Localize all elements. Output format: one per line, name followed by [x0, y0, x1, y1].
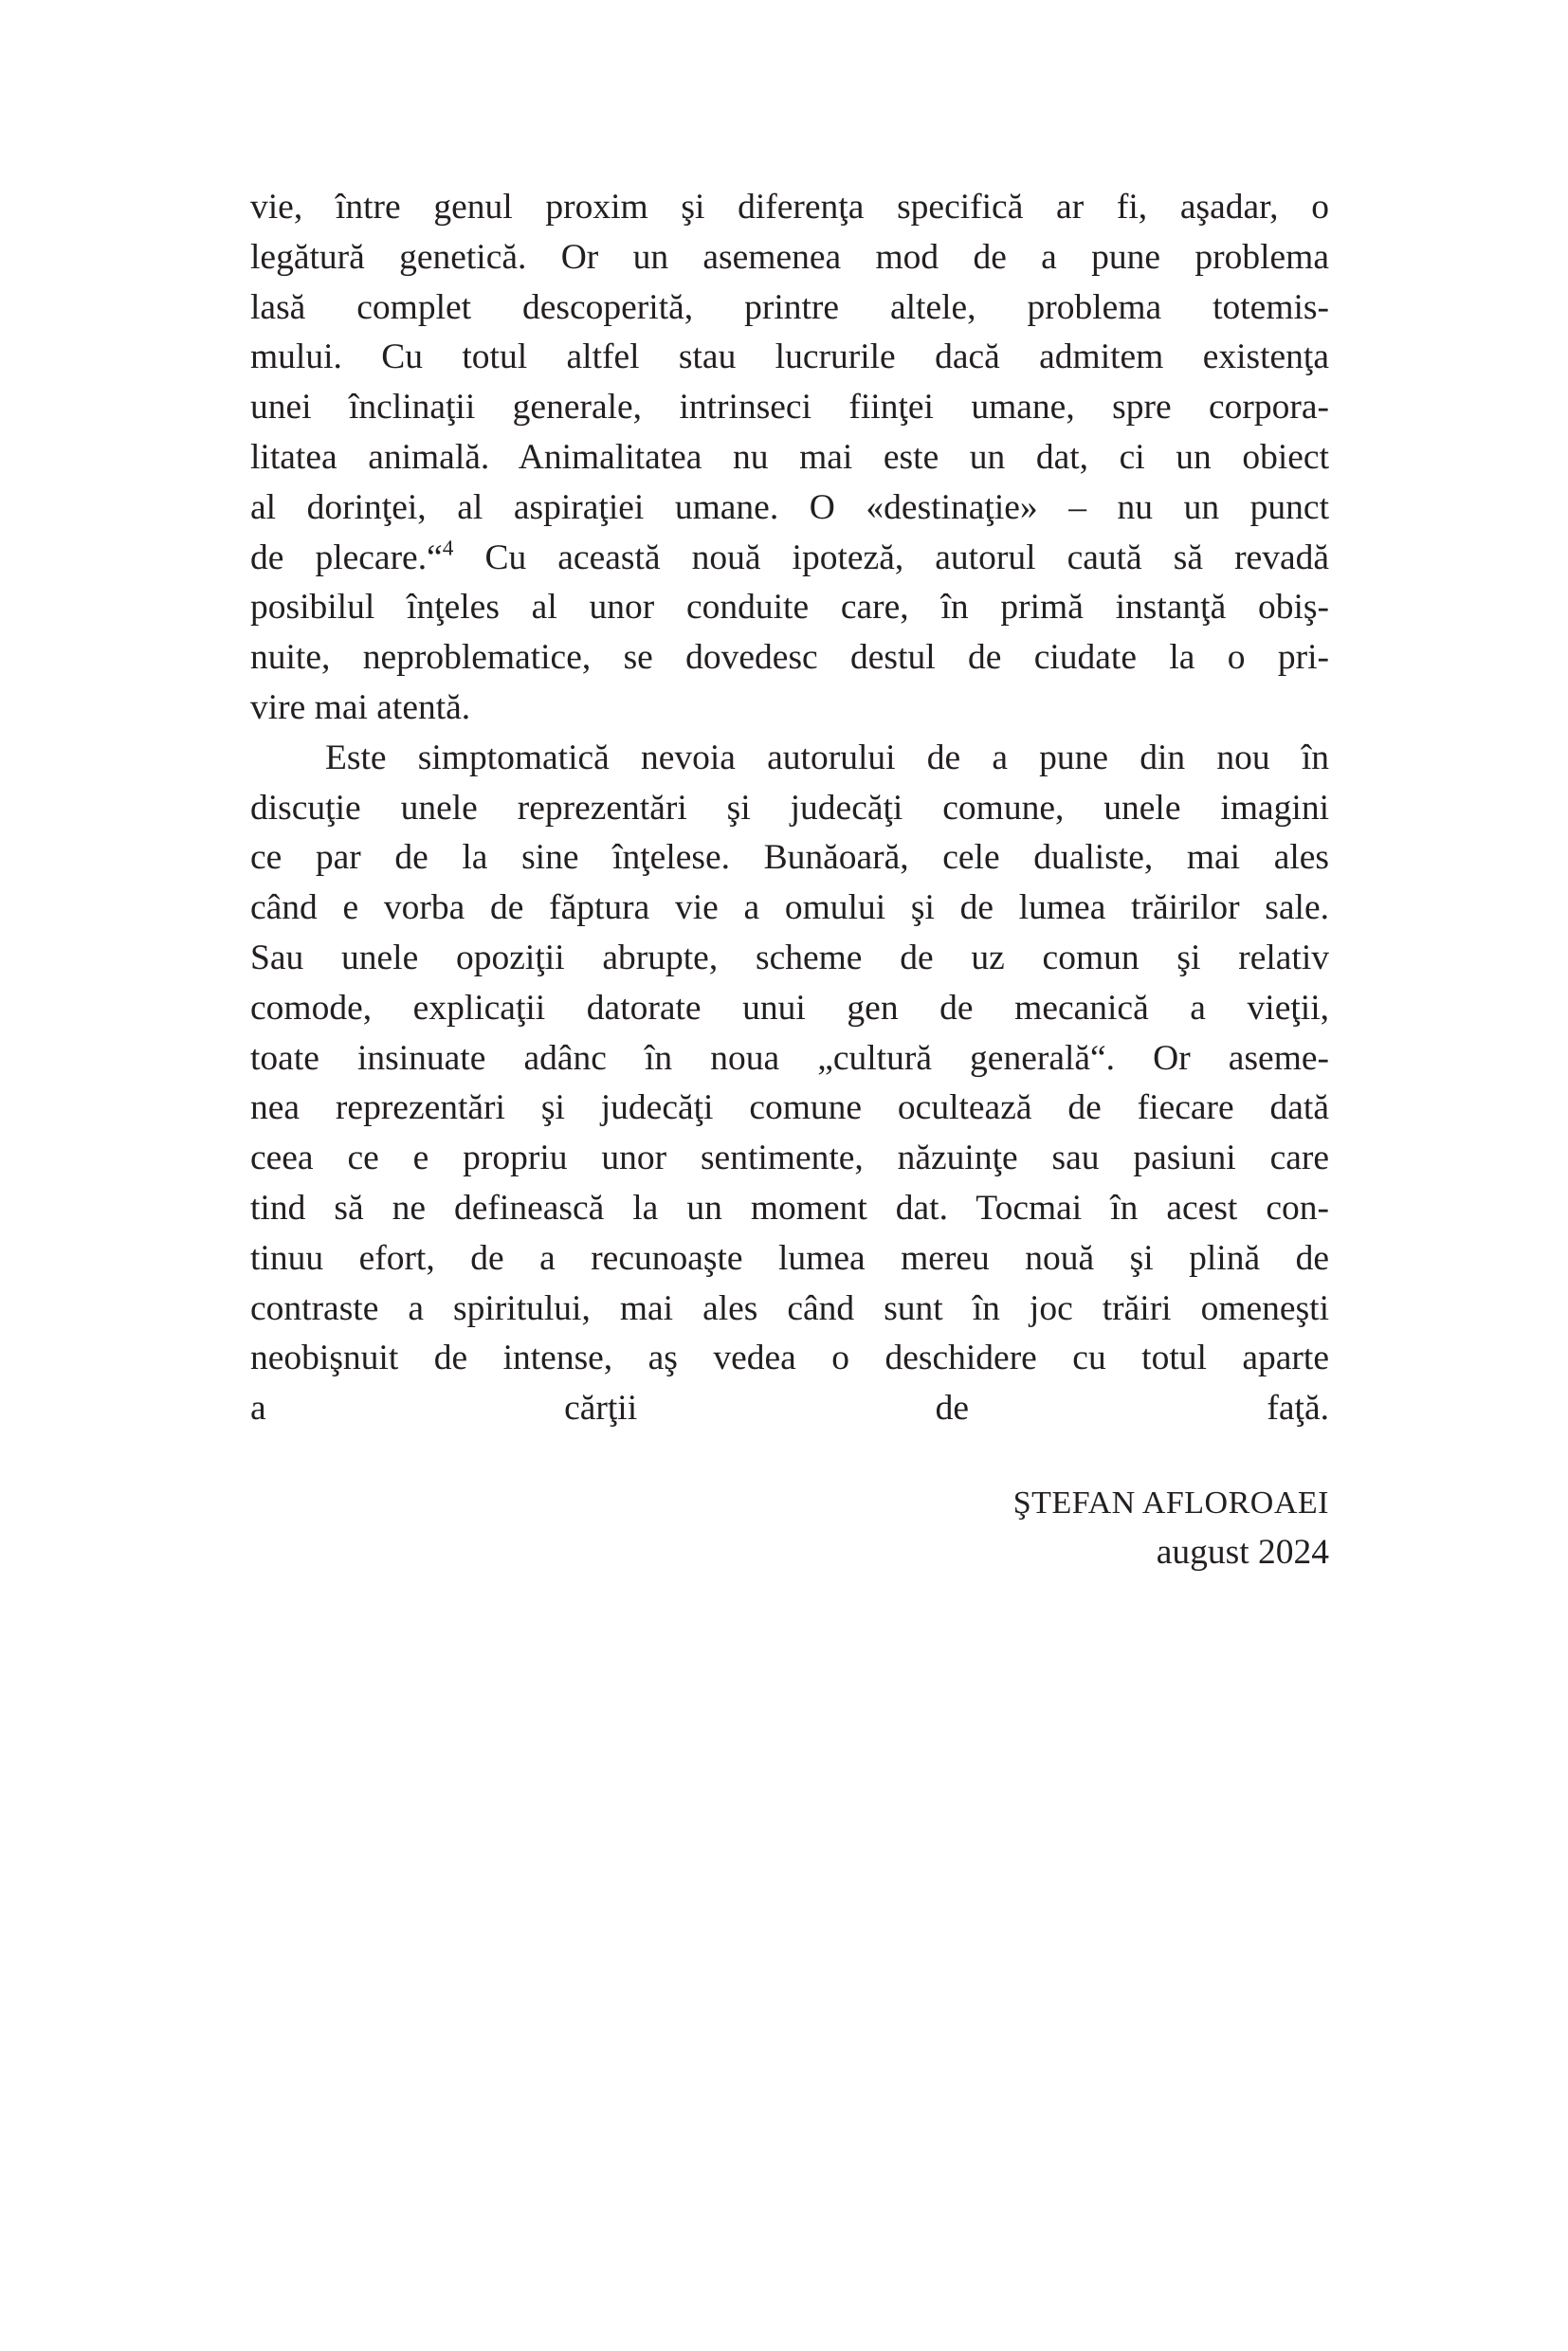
- text-line: Sau unele opoziţii abrupte, scheme de uz comun şi relativ: [250, 938, 1329, 977]
- text-line: neobişnuit de intense, aş vedea o deschidere cu totul aparte: [250, 1339, 1329, 1378]
- text-line: contraste a spiritului, mai ales când sunt în joc trăiri omeneşti: [250, 1288, 1329, 1328]
- text-line: când e vorba de făptura vie a omului şi de lumea trăirilor sale.: [250, 888, 1329, 928]
- text-line: vire mai atentă.: [250, 687, 471, 727]
- text-line: tind să ne definească la un moment dat. Tocmai în acest con-: [250, 1188, 1329, 1228]
- text-line: unei înclinaţii generale, intrinseci fiinţei umane, spre corpora-: [250, 388, 1329, 428]
- paragraph-2: [250, 734, 1329, 1485]
- text-segment: de plecare.“: [250, 538, 443, 577]
- text-line: posibilul înţeles al unor conduite care, în primă instanţă obiş-: [250, 588, 1329, 628]
- text-line: tinuu efort, de a recunoaşte lumea mereu nouă şi plină de: [250, 1238, 1329, 1278]
- text-line: comode, explicaţii datorate unui gen de mecanică a vieţii,: [250, 988, 1329, 1028]
- text-line: discuţie unele reprezentări şi judecăţi comune, unele imagini: [250, 788, 1329, 828]
- signature-block: [1013, 1479, 1329, 1577]
- paragraph-1: [250, 183, 1329, 734]
- text-line: legătură genetică. Or un asemenea mod de a pune problema: [250, 237, 1329, 277]
- text-segment: Cu această nouă ipoteză, autorul caută să revadă: [453, 538, 1329, 577]
- text-line: nea reprezentări şi judecăţi comune ocultează de fiecare dată: [250, 1088, 1329, 1128]
- text-line: nuite, neproblematice, se dovedesc destul de ciudate la o pri-: [250, 638, 1329, 678]
- text-line: a cărţii de faţă.: [250, 1389, 1329, 1429]
- text-line: Este simptomatică nevoia autorului de a pune din nou în: [325, 738, 1329, 777]
- author-name: ŞTEFAN AFLOROAEI: [1012, 1485, 1329, 1521]
- text-line: mului. Cu totul altfel stau lucrurile dacă admitem existenţa: [250, 337, 1329, 377]
- text-line: ce par de la sine înţelese. Bunăoară, cele dualiste, mai ales: [250, 838, 1329, 878]
- text-line: vie, între genul proxim şi diferenţa specifică ar fi, aşadar, o: [250, 188, 1329, 227]
- text-line: ceea ce e propriu unor sentimente, năzuinţe sau pasiuni care: [250, 1139, 1329, 1178]
- text-line: al dorinţei, al aspiraţiei umane. O «destinaţie» – nu un punct: [250, 487, 1329, 527]
- signature-date: august 2024: [1156, 1533, 1329, 1572]
- text-line: toate insinuate adânc în noua „cultură generală“. Or aseme-: [250, 1038, 1329, 1078]
- footnote-reference[interactable]: 4: [442, 536, 454, 561]
- body-text: [250, 183, 1329, 1485]
- text-line-with-footnote: [250, 534, 1329, 584]
- text-line: lasă complet descoperită, printre altele, problema totemis-: [250, 287, 1329, 327]
- text-line: litatea animală. Animalitatea nu mai este un dat, ci un obiect: [250, 437, 1329, 477]
- text-line: [250, 1434, 1329, 1485]
